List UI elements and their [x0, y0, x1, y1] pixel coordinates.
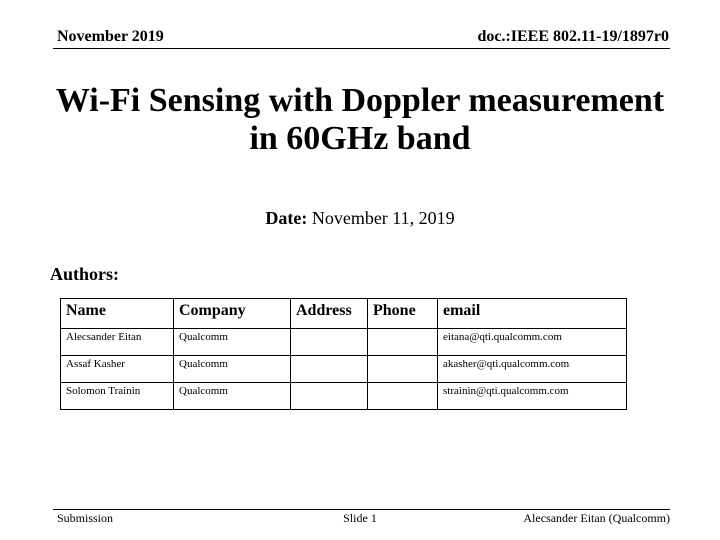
- header-date: November 2019: [57, 28, 164, 45]
- date-value: November 11, 2019: [307, 208, 455, 228]
- table-row: [61, 356, 627, 383]
- column-header-phone: Phone: [368, 299, 438, 329]
- author-company: Qualcomm: [174, 356, 291, 383]
- footer-divider: [53, 509, 670, 510]
- table-row: [61, 383, 627, 410]
- column-header-email: email: [438, 299, 627, 329]
- author-phone: [368, 383, 438, 410]
- footer-slide-number: Slide 1: [343, 511, 377, 525]
- author-name: Solomon Trainin: [61, 383, 174, 410]
- author-address: [291, 356, 368, 383]
- author-address: [291, 383, 368, 410]
- author-company: Qualcomm: [174, 383, 291, 410]
- table-header-row: [61, 299, 627, 329]
- footer-submission: Submission: [57, 511, 114, 525]
- author-email: eitana@qti.qualcomm.com: [438, 329, 627, 356]
- column-header-name: Name: [61, 299, 174, 329]
- header-doc-id: doc.:IEEE 802.11-19/1897r0: [477, 28, 669, 45]
- author-name: Assaf Kasher: [61, 356, 174, 383]
- slide-title-line-2: in 60GHz band: [249, 120, 471, 157]
- date-line: [0, 208, 720, 229]
- slide-title-line-1: Wi-Fi Sensing with Doppler measurement: [55, 82, 665, 119]
- author-phone: [368, 356, 438, 383]
- author-phone: [368, 329, 438, 356]
- slide-title: [40, 82, 680, 158]
- column-header-address: Address: [291, 299, 368, 329]
- footer-author: Alecsander Eitan (Qualcomm): [523, 511, 670, 525]
- author-email: akasher@qti.qualcomm.com: [438, 356, 627, 383]
- column-header-company: Company: [174, 299, 291, 329]
- table-row: [61, 329, 627, 356]
- authors-label: Authors:: [50, 264, 120, 284]
- date-label: Date:: [265, 208, 308, 228]
- author-email: strainin@qti.qualcomm.com: [438, 383, 627, 410]
- author-address: [291, 329, 368, 356]
- author-company: Qualcomm: [174, 329, 291, 356]
- author-name: Alecsander Eitan: [61, 329, 174, 356]
- header-divider: [53, 48, 670, 49]
- authors-table: [60, 298, 627, 410]
